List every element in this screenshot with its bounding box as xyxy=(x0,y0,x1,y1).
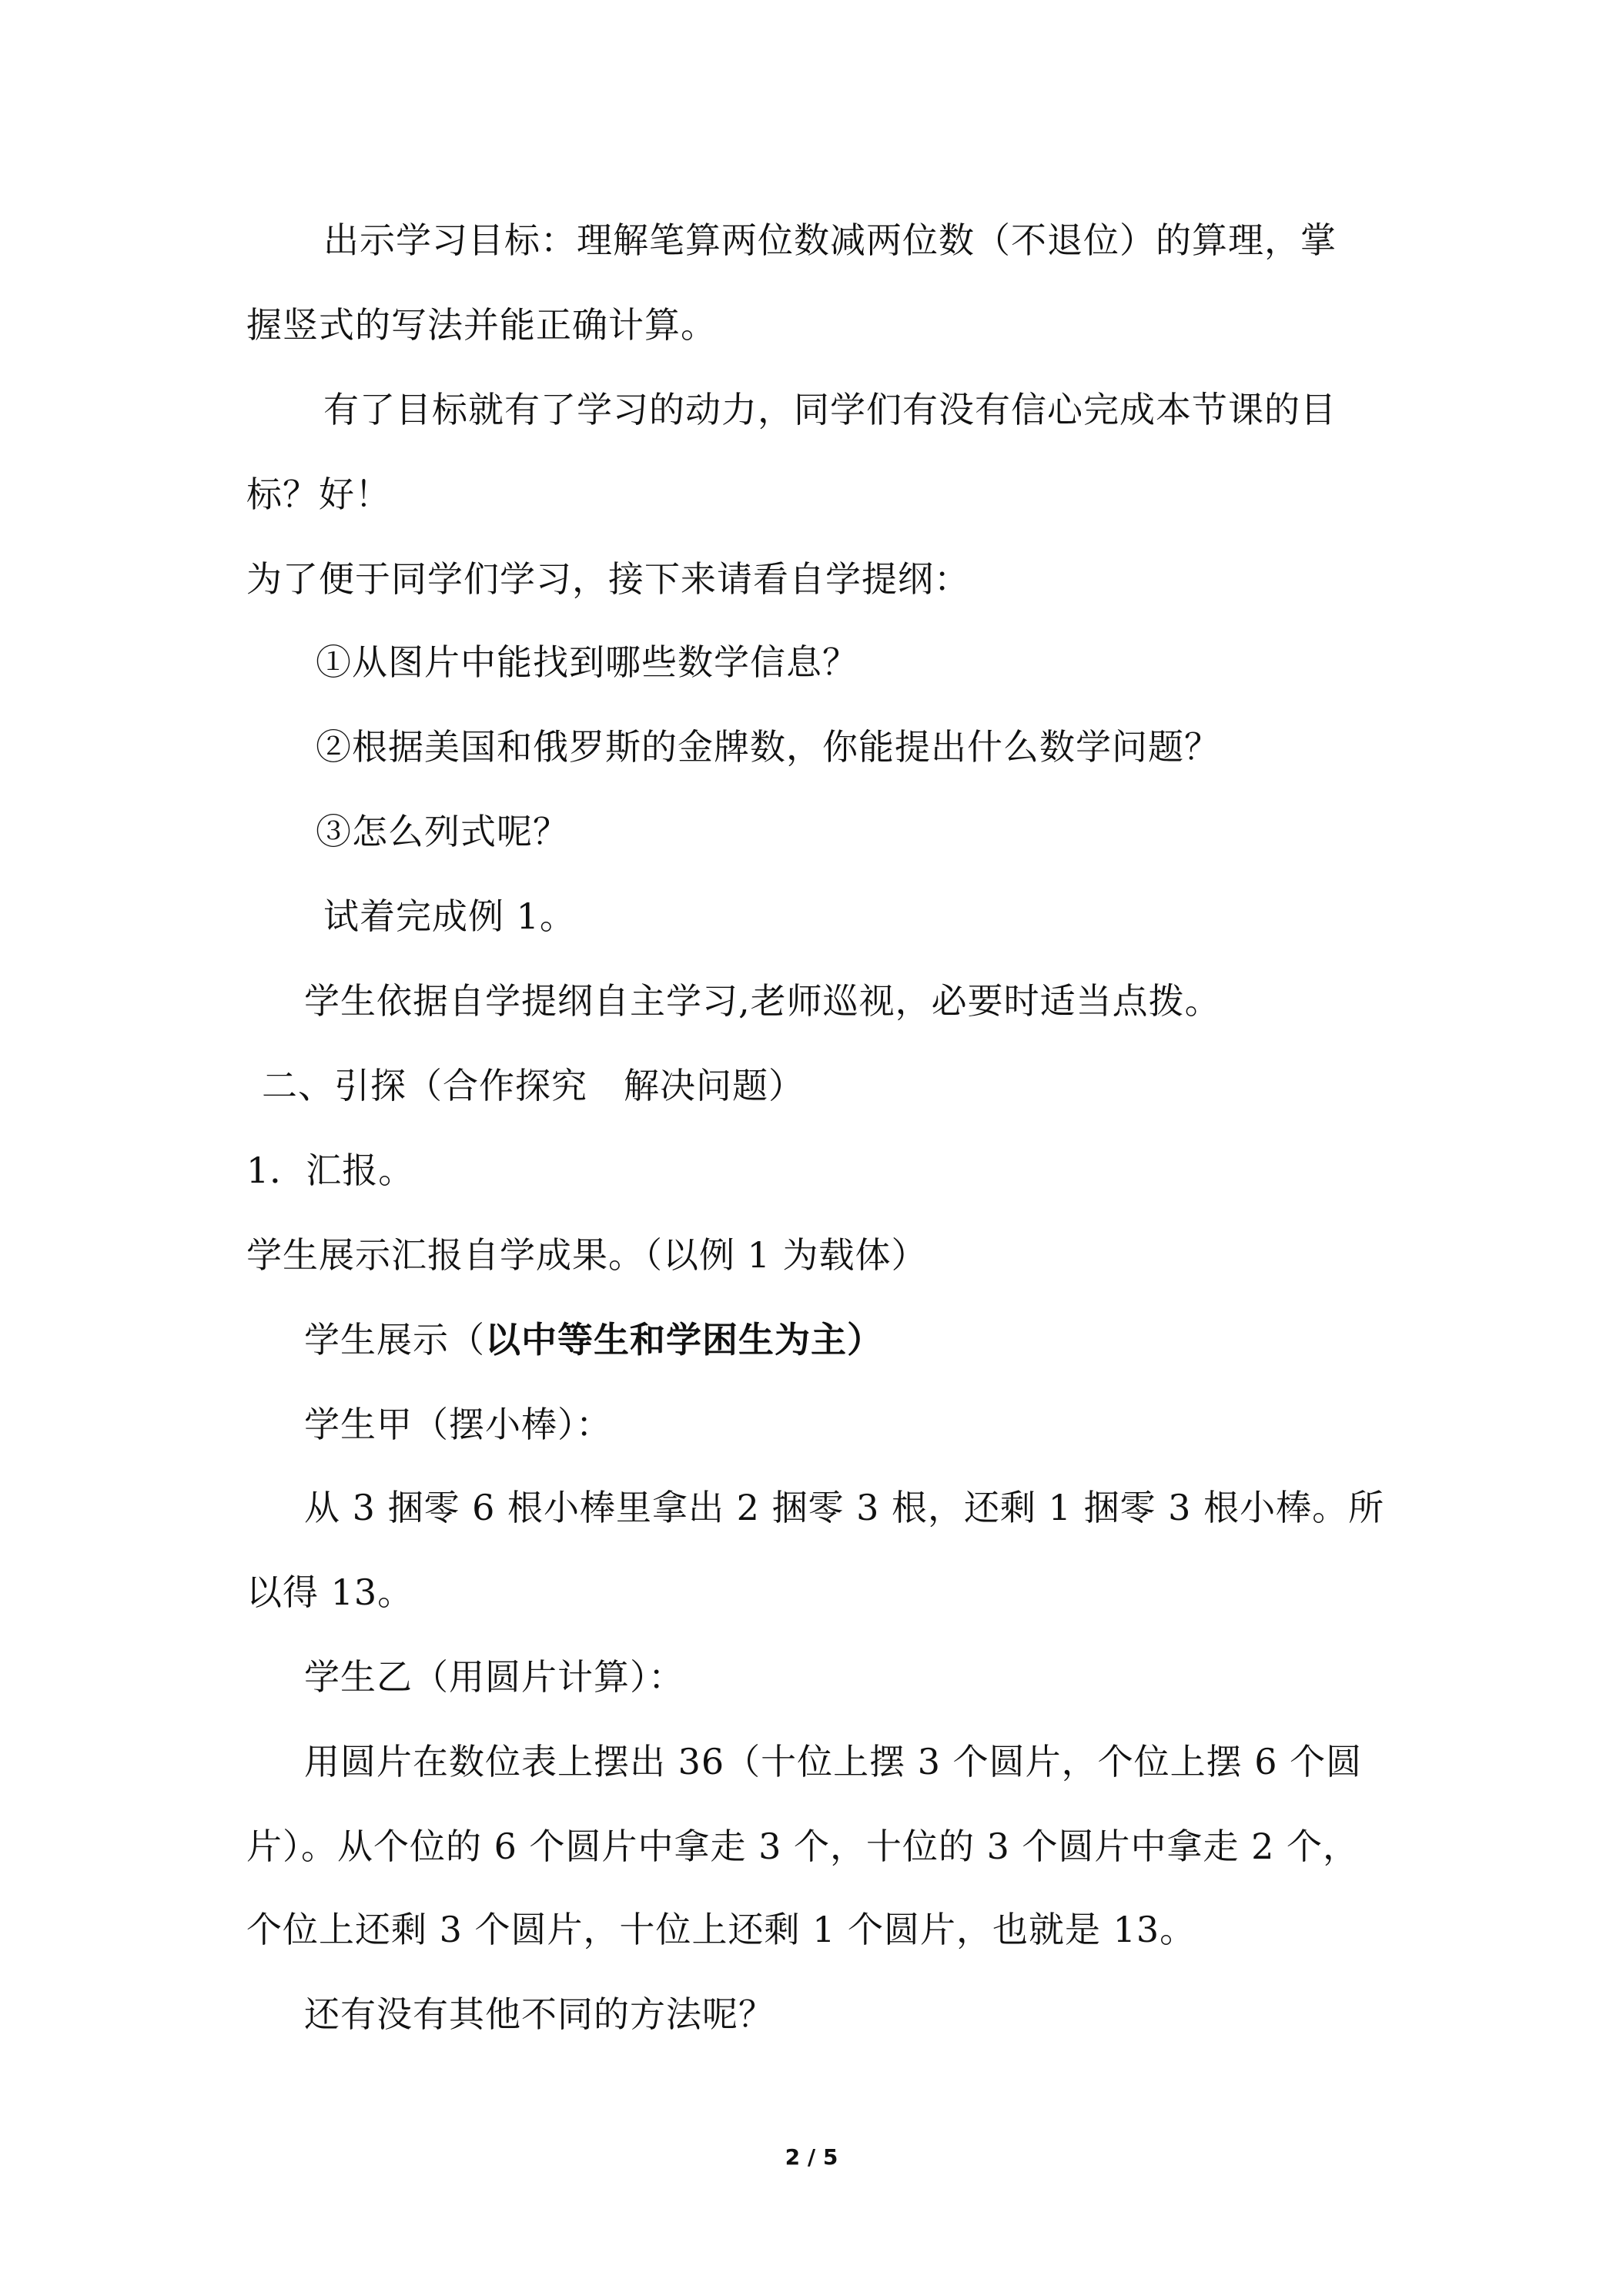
paragraph-line: 为了便于同学们学习，接下来请看自学提纲： xyxy=(246,558,970,600)
paragraph-line xyxy=(304,1317,1444,1363)
emphasis-text: 以中等生和学困生为主） xyxy=(485,1319,883,1361)
paragraph-line: 从 3 捆零 6 根小棒里拿出 2 捆零 3 根，还剩 1 捆零 3 根小棒。所 xyxy=(304,1487,1385,1528)
paragraph-line: 握竖式的写法并能正确计算。 xyxy=(246,304,717,346)
paragraph-line: 试着完成例 1。 xyxy=(323,895,576,937)
list-item: ③怎么列式呢？ xyxy=(316,811,569,852)
paragraph-line: 片）。从个位的 6 个圆片中拿走 3 个，十位的 3 个圆片中拿走 2 个， xyxy=(246,1826,1360,1867)
page-number: 2 / 5 xyxy=(785,2144,838,2170)
paragraph-line: 个位上还剩 3 个圆片，十位上还剩 1 个圆片，也就是 13。 xyxy=(246,1909,1196,1950)
paragraph-line: 学生依据自学提纲自主学习,老师巡视，必要时适当点拨。 xyxy=(304,980,1221,1022)
paragraph-line: 有了目标就有了学习的动力，同学们有没有信心完成本节课的目 xyxy=(323,389,1337,430)
paragraph-text: 学生展示（ xyxy=(304,1319,485,1361)
section-heading: 二、引探（合作探究 解决问题） xyxy=(262,1065,805,1106)
paragraph-line: 还有没有其他不同的方法呢？ xyxy=(304,1993,775,2035)
paragraph-line: 用圆片在数位表上摆出 36（十位上摆 3 个圆片，个位上摆 6 个圆 xyxy=(304,1741,1363,1782)
paragraph-line: 以得 13。 xyxy=(246,1571,414,1613)
paragraph-line: 学生甲（摆小棒）： xyxy=(304,1404,612,1445)
paragraph-line: 学生展示汇报自学成果。（以例 1 为载体） xyxy=(246,1234,928,1276)
paragraph-line: 学生乙（用圆片计算）： xyxy=(304,1656,684,1698)
paragraph-line: 标？好！ xyxy=(246,474,391,515)
list-item: ①从图片中能找到哪些数学信息？ xyxy=(316,641,858,683)
paragraph-line: 出示学习目标：理解笔算两位数减两位数（不退位）的算理，掌 xyxy=(323,219,1337,261)
list-item: ②根据美国和俄罗斯的金牌数，你能提出什么数学问题？ xyxy=(316,726,1220,768)
subsection-heading: 1．汇报。 xyxy=(246,1150,415,1191)
